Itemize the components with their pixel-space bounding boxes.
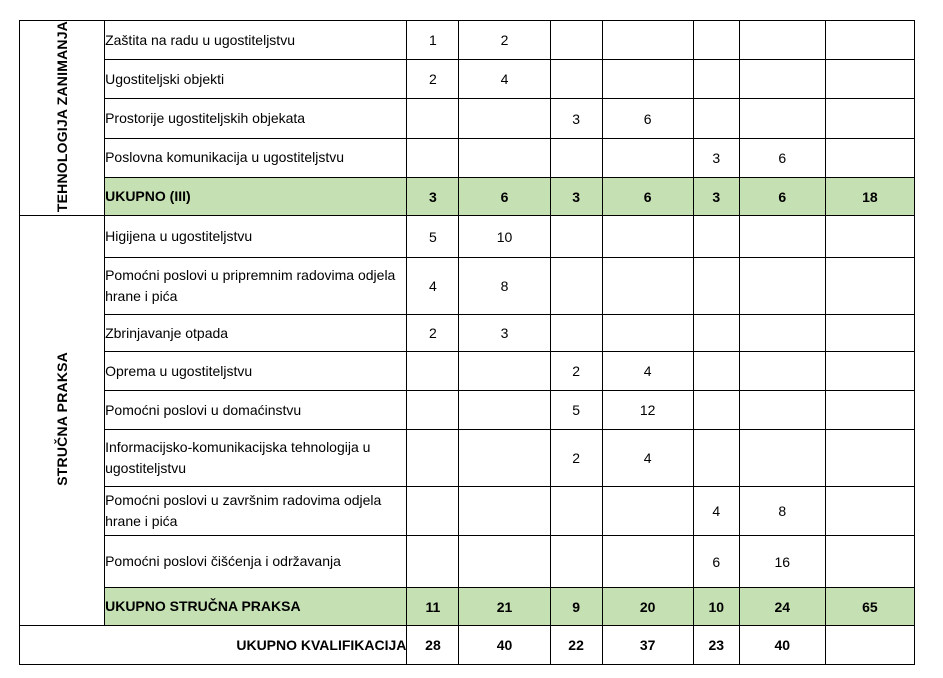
value-cell [407, 487, 459, 536]
value-cell: 4 [459, 60, 550, 99]
table-row [20, 352, 915, 391]
value-cell [407, 138, 459, 177]
table-row [20, 21, 915, 60]
value-cell [739, 60, 825, 99]
value-cell [602, 21, 693, 60]
value-cell [550, 216, 602, 258]
value-cell: 5 [407, 216, 459, 258]
grand-total-label: UKUPNO KVALIFIKACIJA [20, 626, 407, 665]
section-label-praksa [20, 216, 105, 626]
value-cell: 3 [693, 138, 739, 177]
grand-total-value [825, 626, 914, 665]
value-cell [739, 99, 825, 138]
value-cell [407, 536, 459, 588]
value-cell [693, 315, 739, 352]
grand-total-value: 40 [459, 626, 550, 665]
value-cell [739, 258, 825, 315]
value-cell [825, 352, 914, 391]
subtotal-row [20, 177, 915, 215]
table-row [20, 487, 915, 536]
value-cell: 2 [407, 60, 459, 99]
subject-name: Poslovna komunikacija u ugostiteljstvu [105, 138, 407, 177]
value-cell [693, 99, 739, 138]
value-cell [693, 352, 739, 391]
value-cell: 4 [602, 352, 693, 391]
value-cell: 12 [602, 391, 693, 430]
value-cell [825, 21, 914, 60]
value-cell [693, 60, 739, 99]
grand-total-value: 22 [550, 626, 602, 665]
value-cell: 16 [739, 536, 825, 588]
subject-name: Higijena u ugostiteljstvu [105, 216, 407, 258]
value-cell [602, 216, 693, 258]
subtotal-value: 3 [693, 177, 739, 215]
value-cell [459, 391, 550, 430]
value-cell [825, 536, 914, 588]
section-label-text: TEHNOLOGIJA ZANIMANJA [54, 21, 71, 213]
value-cell [825, 216, 914, 258]
subject-name: Prostorije ugostiteljskih objekata [105, 99, 407, 138]
value-cell [459, 430, 550, 487]
subtotal-value: 11 [407, 588, 459, 626]
subtotal-value: 3 [407, 177, 459, 215]
value-cell [693, 258, 739, 315]
table-row [20, 60, 915, 99]
value-cell [602, 258, 693, 315]
value-cell: 10 [459, 216, 550, 258]
subtotal-value: 10 [693, 588, 739, 626]
value-cell [739, 430, 825, 487]
subtotal-row [20, 588, 915, 626]
value-cell [825, 258, 914, 315]
subject-name: Informacijsko-komunikacijska tehnologija u ugostiteljstvu [105, 430, 407, 487]
subtotal-value: 3 [550, 177, 602, 215]
value-cell [550, 315, 602, 352]
value-cell: 8 [459, 258, 550, 315]
value-cell [825, 430, 914, 487]
value-cell: 8 [739, 487, 825, 536]
value-cell [459, 352, 550, 391]
table-row [20, 315, 915, 352]
value-cell [459, 536, 550, 588]
subject-name: Pomoćni poslovi u domaćinstvu [105, 391, 407, 430]
value-cell [459, 487, 550, 536]
table-row [20, 430, 915, 487]
grand-total-value: 40 [739, 626, 825, 665]
value-cell: 6 [602, 99, 693, 138]
subtotal-value: 18 [825, 177, 914, 215]
value-cell [550, 138, 602, 177]
value-cell: 1 [407, 21, 459, 60]
value-cell [602, 60, 693, 99]
subtotal-label: UKUPNO (III) [105, 177, 407, 215]
subtotal-value: 20 [602, 588, 693, 626]
subject-name: Pomoćni poslovi u završnim radovima odjela hrane i pića [105, 487, 407, 536]
section-label-tehnologija [20, 21, 105, 216]
table-row [20, 138, 915, 177]
value-cell [602, 138, 693, 177]
value-cell: 4 [693, 487, 739, 536]
value-cell [825, 315, 914, 352]
value-cell [407, 99, 459, 138]
subject-name: Ugostiteljski objekti [105, 60, 407, 99]
value-cell [550, 60, 602, 99]
subject-name: Pomoćni poslovi čišćenja i održavanja [105, 536, 407, 588]
subtotal-value: 6 [739, 177, 825, 215]
value-cell [739, 216, 825, 258]
value-cell [550, 536, 602, 588]
value-cell [407, 391, 459, 430]
value-cell: 3 [550, 99, 602, 138]
value-cell: 2 [459, 21, 550, 60]
table-row [20, 216, 915, 258]
value-cell [739, 391, 825, 430]
value-cell: 2 [550, 430, 602, 487]
grand-total-value: 23 [693, 626, 739, 665]
subtotal-value: 9 [550, 588, 602, 626]
subject-name: Pomoćni poslovi u pripremnim radovima odjela hrane i pića [105, 258, 407, 315]
grand-total-value: 28 [407, 626, 459, 665]
subtotal-value: 24 [739, 588, 825, 626]
value-cell [602, 487, 693, 536]
value-cell [550, 258, 602, 315]
value-cell [693, 216, 739, 258]
value-cell: 5 [550, 391, 602, 430]
grand-total-row [20, 626, 915, 665]
value-cell [459, 99, 550, 138]
subtotal-value: 6 [459, 177, 550, 215]
value-cell [825, 60, 914, 99]
value-cell [739, 21, 825, 60]
value-cell: 6 [693, 536, 739, 588]
value-cell [825, 487, 914, 536]
grand-total-value: 37 [602, 626, 693, 665]
value-cell: 4 [407, 258, 459, 315]
value-cell [602, 536, 693, 588]
table-row [20, 99, 915, 138]
value-cell [825, 138, 914, 177]
subject-name: Zaštita na radu u ugostiteljstvu [105, 21, 407, 60]
table-row [20, 391, 915, 430]
value-cell [602, 315, 693, 352]
value-cell [739, 315, 825, 352]
qualification-table [19, 20, 915, 665]
table-row [20, 258, 915, 315]
value-cell: 6 [739, 138, 825, 177]
value-cell [825, 391, 914, 430]
value-cell [407, 352, 459, 391]
value-cell: 2 [407, 315, 459, 352]
value-cell [825, 99, 914, 138]
value-cell: 3 [459, 315, 550, 352]
value-cell [693, 430, 739, 487]
subtotal-label: UKUPNO STRUČNA PRAKSA [105, 588, 407, 626]
value-cell [550, 487, 602, 536]
subtotal-value: 6 [602, 177, 693, 215]
value-cell [550, 21, 602, 60]
section-label-text: STRUČNA PRAKSA [54, 352, 71, 486]
subtotal-value: 65 [825, 588, 914, 626]
value-cell [407, 430, 459, 487]
value-cell [739, 352, 825, 391]
subject-name: Zbrinjavanje otpada [105, 315, 407, 352]
value-cell [693, 391, 739, 430]
value-cell [459, 138, 550, 177]
table-row [20, 536, 915, 588]
value-cell [693, 21, 739, 60]
value-cell: 4 [602, 430, 693, 487]
subject-name: Oprema u ugostiteljstvu [105, 352, 407, 391]
value-cell: 2 [550, 352, 602, 391]
subtotal-value: 21 [459, 588, 550, 626]
